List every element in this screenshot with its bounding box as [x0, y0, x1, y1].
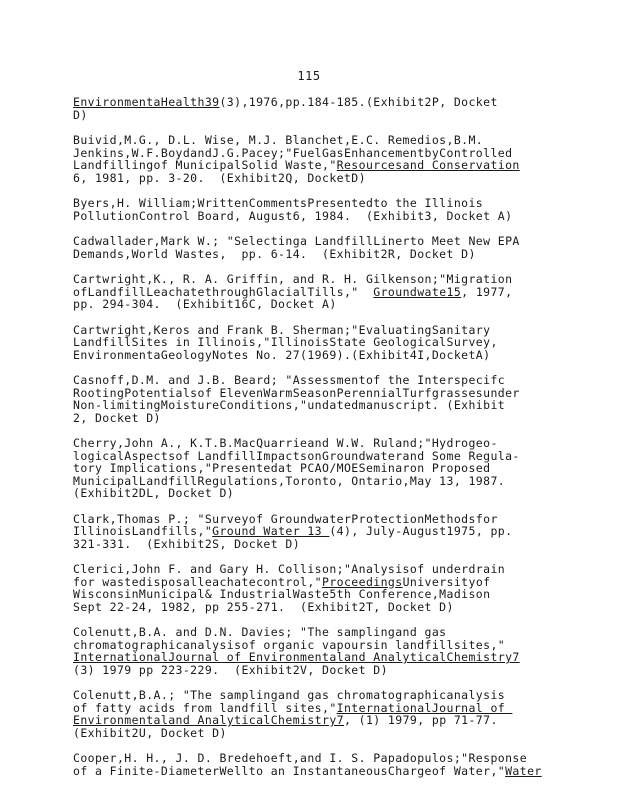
- reference-text: (3) 1979 pp 223-229. (Exhibit2V, Docket D): [73, 662, 388, 677]
- underlined-title: InternationalJournal of Environmentaland AnalyticalChemistry7: [73, 650, 520, 664]
- reference-text: Non-limitingMoistureConditions,"undatedmanuscript. (Exhibit: [73, 398, 506, 412]
- reference-text: of a Finite-DiameterWellto an InstantaneousChargeof Water,": [73, 763, 506, 778]
- reference-text: WisconsinMunicipal& IndustrialWaste5th Conference,Madison: [73, 587, 491, 601]
- reference-text: Casnoff,D.M. and J.B. Beard; "Assessmentof the Interspecifc: [73, 373, 506, 387]
- reference-text: chromatographicanalysisof organic vapoursin landfillsites,": [73, 637, 506, 652]
- reference-text: for wastedisposalleachatecontrol,": [73, 574, 323, 589]
- underlined-title: InternationalJournal of: [336, 700, 513, 715]
- reference-text: Clerici,John F. and Gary H. Collison;"Analysisof underdrain: [73, 562, 506, 576]
- reference-text: LandfillSites in Illinois,"IllinoisState GeologicalSurvey,: [73, 335, 498, 349]
- reference-entry: [73, 235, 553, 260]
- reference-text: logicalAspectsof LandfillImpactsonGroundwaterand Some Regula-: [73, 448, 520, 463]
- underlined-title: Resourcesand Conservation: [336, 158, 520, 172]
- reference-line: [73, 109, 553, 122]
- reference-text: Byers,H. William;WrittenCommentsPresentedto the Illinois: [73, 196, 484, 210]
- reference-line: [73, 248, 553, 261]
- reference-text: IllinoisLandfills,": [73, 524, 213, 538]
- page-number: 115: [297, 69, 321, 83]
- reference-list: [73, 96, 553, 790]
- reference-text: (Exhibit2DL, Docket D): [73, 486, 235, 500]
- reference-text: of fatty acids from landfill sites,": [73, 700, 337, 715]
- reference-text: Universityof: [402, 574, 491, 589]
- reference-text: (3),1976,pp.184-185.(Exhibit2P, Docket: [219, 95, 498, 109]
- reference-text: 321-331. (Exhibit2S, Docket D): [73, 536, 301, 551]
- reference-text: (4), July-August1975, pp.: [329, 524, 513, 538]
- reference-text: RootingPotentialsof ElevenWarmSeasonPerennialTurfgrassesunder: [73, 385, 520, 400]
- underlined-title: Proceedings: [322, 574, 403, 589]
- underlined-title: Environmentaland AnalyticalChemistry7: [73, 713, 344, 727]
- reference-text: , 1977,: [461, 284, 513, 299]
- reference-entry: [73, 513, 553, 551]
- reference-line: [73, 298, 553, 311]
- reference-text: Colenutt,B.A.; "The samplingand gas chromatographicanalysis: [73, 688, 506, 702]
- reference-entry: [73, 96, 553, 121]
- underlined-title: Groundwate15: [373, 284, 462, 299]
- reference-text: EnvironmentaGeologyNotes No. 27(1969).(Exhibit4I,DocketA): [73, 347, 491, 362]
- reference-entry: [73, 374, 553, 424]
- reference-text: Cadwallader,Mark W.; "Selectinga LandfillLinerto Meet New EPA: [73, 234, 520, 248]
- reference-text: Cartwright,Keros and Frank B. Sherman;"EvaluatingSanitary: [73, 322, 491, 337]
- reference-text: Cartwright,K., R. A. Griffin, and R. H. Gilkenson;"Migration: [73, 272, 513, 286]
- reference-line: [73, 96, 553, 109]
- reference-entry: [73, 626, 553, 676]
- reference-text: 2, Docket D): [73, 410, 161, 425]
- reference-text: MunicipalLandfillRegulations,Toronto, Ontario,May 13, 1987.: [73, 473, 506, 488]
- reference-line: [73, 664, 553, 677]
- reference-text: PollutionControl Board, August6, 1984. (Exhibit3, Docket A): [73, 208, 513, 223]
- reference-line: [73, 172, 553, 185]
- reference-entry: [73, 752, 553, 777]
- reference-text: , (1) 1979, pp 71-77.: [343, 713, 498, 727]
- reference-text: D): [73, 107, 88, 122]
- reference-text: (Exhibit2U, Docket D): [73, 725, 227, 740]
- reference-text: Clark,Thomas P.; "Surveyof GroundwaterProtectionMethodsfor: [73, 511, 498, 526]
- reference-text: tory Implications,"Presentedat PCAO/MOESeminaron Proposed: [73, 461, 491, 475]
- reference-entry: [73, 273, 553, 311]
- reference-line: [73, 727, 553, 740]
- reference-line: [73, 349, 553, 362]
- reference-text: Landfillingof MunicipalSolid Waste,": [73, 158, 337, 172]
- reference-line: [73, 210, 553, 223]
- reference-entry: [73, 689, 553, 739]
- reference-text: Cooper,H. H., J. D. Bredehoeft,and I. S. Papadopulos;"Response: [73, 751, 528, 765]
- underlined-title: Ground Water 13: [212, 524, 330, 538]
- reference-entry: [73, 437, 553, 500]
- reference-text: Sept 22-24, 1982, pp 255-271. (Exhibit2T, Docket D): [73, 599, 454, 614]
- reference-entry: [73, 197, 553, 222]
- reference-line: [73, 765, 553, 778]
- reference-text: 6, 1981, pp. 3-20. (Exhibit2Q, DocketD): [73, 170, 366, 185]
- underlined-title: Water: [505, 763, 542, 778]
- reference-line: [73, 601, 553, 614]
- reference-text: Cherry,John A., K.T.B.MacQuarrieand W.W. Ruland;"Hydrogeo-: [73, 436, 498, 450]
- reference-line: [73, 538, 553, 551]
- reference-entry: [73, 563, 553, 613]
- reference-text: pp. 294-304. (Exhibit16C, Docket A): [73, 297, 337, 311]
- reference-text: ofLandfillLeachatethroughGlacialTills,": [73, 284, 374, 299]
- reference-text: Colenutt,B.A. and D.N. Davies; "The samplingand gas: [73, 625, 447, 639]
- reference-text: Jenkins,W.F.BoydandJ.G.Pacey;"FuelGasEnhancementbyControlled: [73, 145, 513, 160]
- reference-entry: [73, 324, 553, 362]
- reference-line: [73, 412, 553, 425]
- reference-entry: [73, 134, 553, 184]
- underlined-title: EnvironmentaHealth39: [73, 95, 220, 109]
- reference-line: [73, 487, 553, 500]
- reference-text: Buivid,M.G., D.L. Wise, M.J. Blanchet,E.C. Remedios,B.M.: [73, 133, 484, 147]
- reference-text: Demands,World Wastes, pp. 6-14. (Exhibit2R, Docket D): [73, 246, 476, 261]
